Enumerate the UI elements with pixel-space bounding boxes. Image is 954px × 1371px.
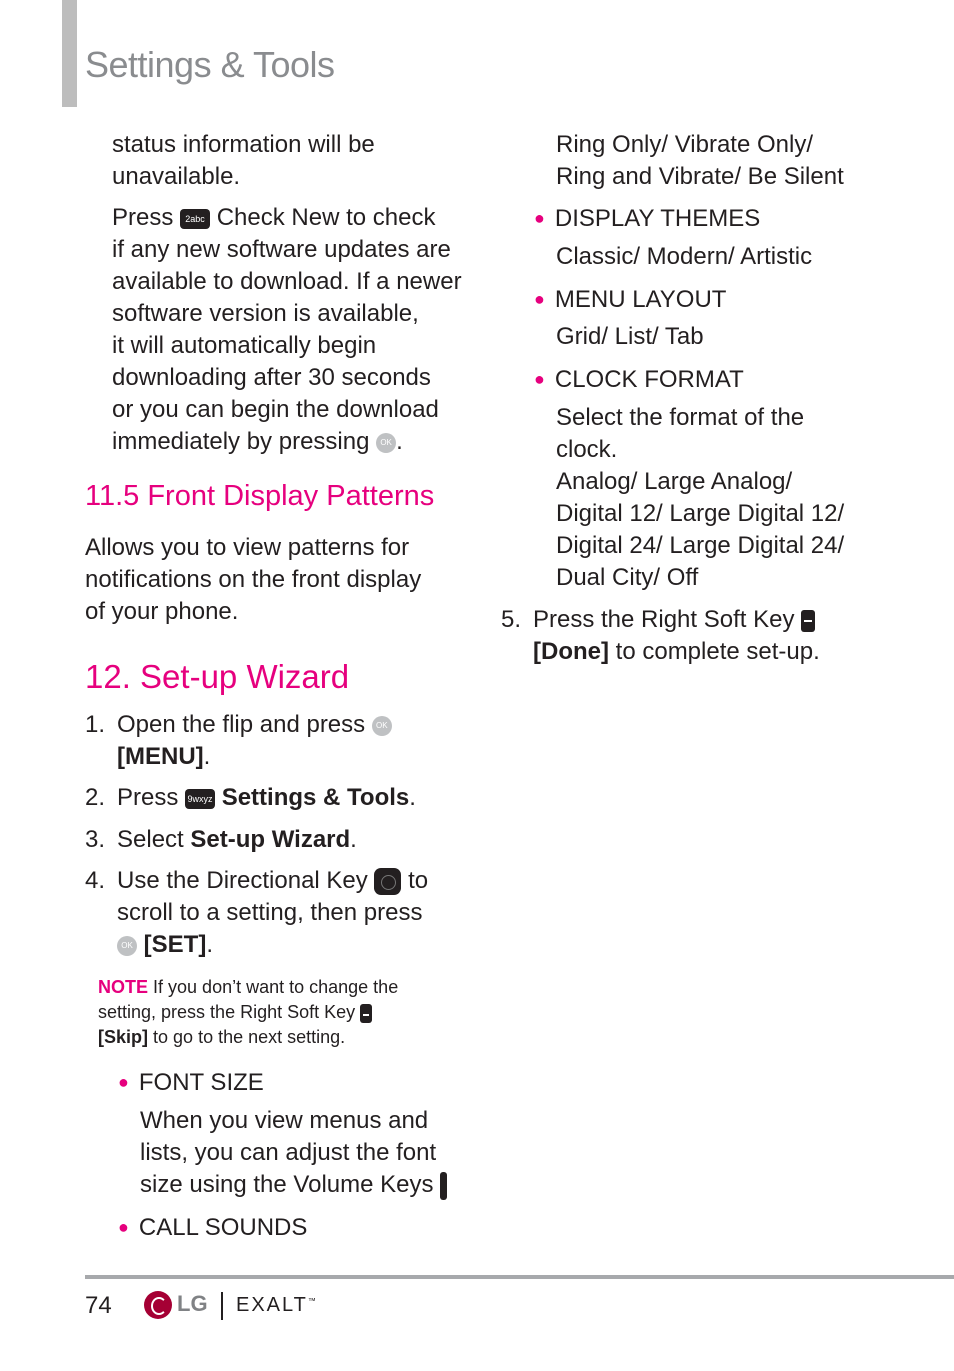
note-label: NOTE [98, 977, 149, 997]
call-sounds-options [556, 129, 844, 193]
directional-key-icon [374, 868, 401, 895]
intro-text [112, 129, 375, 193]
body-line: Allows you to view patterns for [85, 534, 410, 561]
heading-text: FONT SIZE [138, 1069, 264, 1096]
para-line-first [112, 202, 462, 234]
heading-text: CALL SOUNDS [138, 1214, 308, 1241]
period: . [396, 428, 403, 455]
body-line-last [140, 1169, 447, 1201]
body-text: size using the Volume Keys [140, 1171, 434, 1198]
step-3 [85, 824, 465, 856]
step-text-line2: scroll to a setting, then press [117, 899, 423, 926]
lg-logo-icon [144, 1291, 172, 1319]
body-line: of your phone. [85, 598, 239, 625]
step-text-main: Select [117, 826, 184, 853]
product-text: EXALT [236, 1294, 308, 1316]
font-size-heading [118, 1066, 264, 1099]
step-5 [501, 604, 921, 668]
step-text [533, 604, 820, 668]
heading-text: CLOCK FORMAT [554, 366, 744, 393]
ok-key-icon: OK [372, 716, 392, 736]
section-11-5-title: 11.5 Front Display Patterns [85, 480, 435, 512]
para-line: available to download. If a newer [112, 268, 462, 295]
clock-format-body [556, 402, 844, 594]
page-number: 74 [85, 1292, 112, 1319]
section-12-title: 12. Set-up Wizard [85, 658, 350, 695]
done-label: [Done] [533, 638, 609, 665]
para-line: downloading after 30 seconds [112, 364, 431, 391]
body-line: Digital 24/ Large Digital 24/ [556, 532, 845, 559]
footer-rule [85, 1275, 954, 1279]
press-word: Press [112, 204, 174, 231]
step-text [117, 782, 416, 814]
call-sounds-heading [118, 1211, 307, 1244]
bullet-dot: ● [534, 289, 545, 309]
step-number: 3. [85, 826, 106, 853]
step-1 [85, 709, 465, 773]
step-text-main: Press the Right Soft Key [533, 606, 795, 633]
note-line: to go to the next setting. [153, 1027, 346, 1047]
bullet-dot: ● [534, 369, 545, 389]
settings-tools-label: Settings & Tools [221, 784, 410, 811]
step-2 [85, 782, 465, 814]
period: . [350, 826, 357, 853]
clock-format-heading [534, 363, 744, 396]
page-title: Settings & Tools [85, 44, 335, 85]
right-soft-key-icon [360, 1004, 372, 1023]
period: . [409, 784, 416, 811]
para-line: or you can begin the download [112, 396, 439, 423]
body-line: Dual City/ Off [556, 564, 699, 591]
intro-line: status information will be [112, 131, 375, 158]
step-text-tail: to complete set-up. [615, 638, 820, 665]
note-line: If you don’t want to change the [153, 977, 399, 997]
key-9-wxyz-icon: 9wxyz [185, 789, 215, 809]
bullet-dot: ● [118, 1217, 129, 1237]
para-text: Check New to check [216, 204, 436, 231]
product-name [236, 1294, 316, 1317]
intro-line: unavailable. [112, 163, 241, 190]
bullet-dot: ● [118, 1072, 129, 1092]
menu-layout-options [556, 321, 704, 353]
volume-keys-icon [440, 1172, 447, 1200]
header-sidebar-bar [62, 0, 77, 107]
ok-key-icon: OK [117, 936, 137, 956]
para-line: it will automatically begin [112, 332, 377, 359]
body-line: Select the format of the [556, 404, 805, 431]
trademark: ™ [307, 1296, 316, 1306]
note-line: setting, press the Right Soft Key [98, 1002, 356, 1022]
body-line: Grid/ List/ Tab [556, 323, 704, 350]
body-line: Digital 12/ Large Digital 12/ [556, 500, 845, 527]
body-line: Classic/ Modern/ Artistic [556, 243, 813, 270]
note-box [98, 975, 398, 1050]
menu-layout-heading [534, 283, 726, 316]
period: . [203, 743, 211, 770]
step-number: 5. [501, 606, 522, 633]
font-size-body [140, 1105, 447, 1201]
para-line: if any new software updates are [112, 236, 451, 263]
ok-key-icon: OK [376, 433, 396, 453]
step-text [117, 865, 428, 961]
brand-divider [221, 1292, 223, 1320]
step-4 [85, 865, 465, 961]
heading-text: DISPLAY THEMES [554, 205, 761, 232]
step-text-main: Use the Directional Key [117, 867, 368, 894]
body-line: clock. [556, 436, 618, 463]
body-line: notifications on the front display [85, 566, 422, 593]
para-line-last [112, 426, 462, 458]
section-11-5-body [85, 532, 421, 628]
setup-wizard-label: Set-up Wizard [190, 826, 351, 853]
step-text-after: to [408, 867, 429, 894]
body-line: When you view menus and [140, 1107, 429, 1134]
body-line: Ring Only/ Vibrate Only/ [556, 131, 814, 158]
body-line: Ring and Vibrate/ Be Silent [556, 163, 844, 190]
heading-text: MENU LAYOUT [554, 286, 727, 313]
right-soft-key-icon [801, 610, 815, 632]
para-line: software version is available, [112, 300, 419, 327]
para-text: immediately by pressing [112, 428, 370, 455]
step-text-main: Open the flip and press [117, 711, 366, 738]
body-line: lists, you can adjust the font [140, 1139, 437, 1166]
step-number: 2. [85, 784, 106, 811]
bullet-dot: ● [534, 208, 545, 228]
step-number: 4. [85, 867, 106, 894]
skip-label: [Skip] [98, 1027, 149, 1047]
key-2-abc-icon: 2abc [180, 209, 210, 229]
display-themes-options [556, 241, 812, 273]
brand-name: LG [177, 1291, 208, 1316]
display-themes-heading [534, 202, 760, 235]
set-label: [SET] [143, 931, 207, 958]
step-text [117, 824, 357, 856]
step-text [117, 709, 392, 773]
check-new-paragraph [112, 202, 462, 458]
menu-label: [MENU] [117, 743, 204, 770]
step-number: 1. [85, 711, 106, 738]
body-line: Analog/ Large Analog/ [556, 468, 793, 495]
period: . [206, 931, 214, 958]
step-text-main: Press [117, 784, 179, 811]
